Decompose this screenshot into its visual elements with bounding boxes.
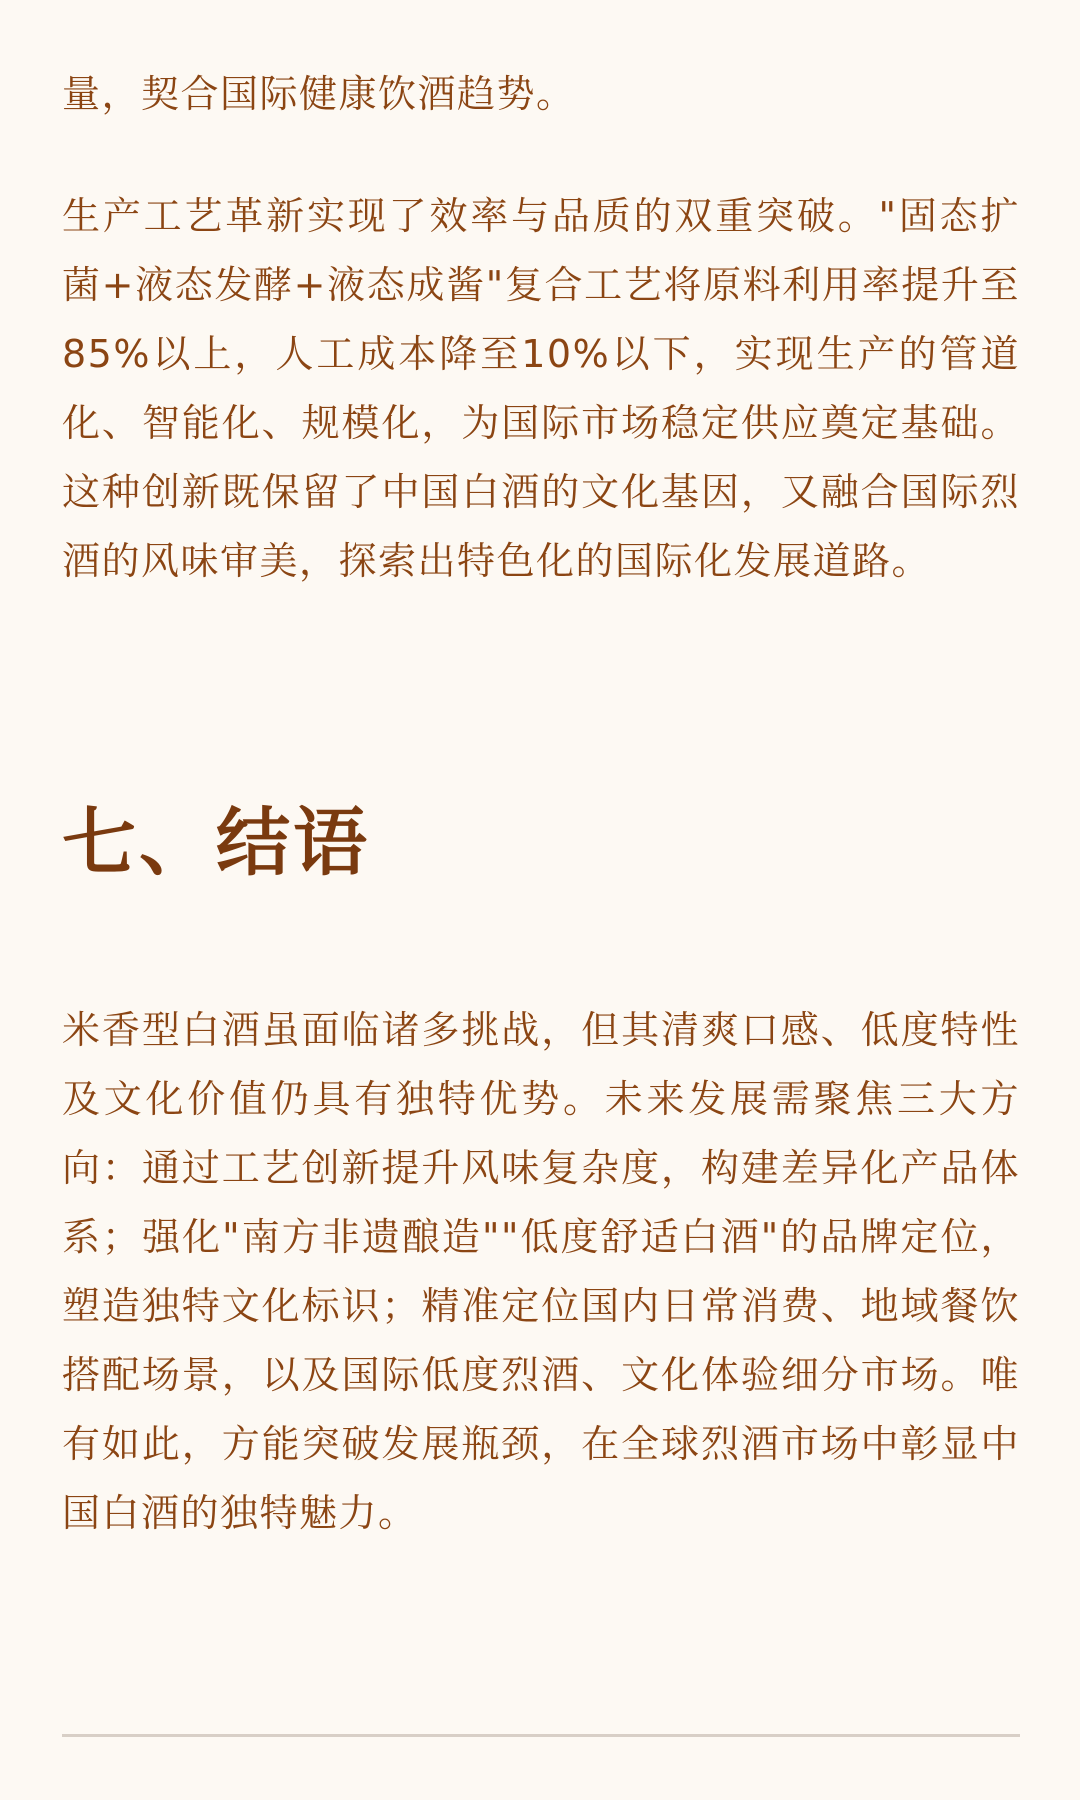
paragraph-conclusion: 米香型白酒虽面临诸多挑战，但其清爽口感、低度特性及文化价值仍具有独特优势。未来发展需聚焦三大方向：通过工艺创新提升风味复杂度，构建差异化产品体系；强化"南方非遗酿造""低度舒适白酒"的品牌定位，塑造独特文化标识；精准定位国内日常消费、地域餐饮搭配场景，以及国际低度烈酒、文化体验细分市场。唯有如此，方能突破发展瓶颈，在全球烈酒市场中彰显中国白酒的独特魅力。 <box>62 1008 1020 1535</box>
section-heading-conclusion: 七、结语 <box>62 800 370 886</box>
paragraph-production-innovation: 生产工艺革新实现了效率与品质的双重突破。"固态扩菌+液态发酵+液态成酱"复合工艺将原料利用率提升至85%以上，人工成本降至10%以下，实现生产的管道化、智能化、规模化，为国际市场稳定供应奠定基础。这种创新既保留了中国白酒的文化基因，又融合国际烈酒的风味审美，探索出特色化的国际化发展道路。 <box>62 194 1020 583</box>
bottom-divider <box>62 1734 1020 1737</box>
paragraph-intro-tail: 量，契合国际健康饮酒趋势。 <box>62 72 576 116</box>
